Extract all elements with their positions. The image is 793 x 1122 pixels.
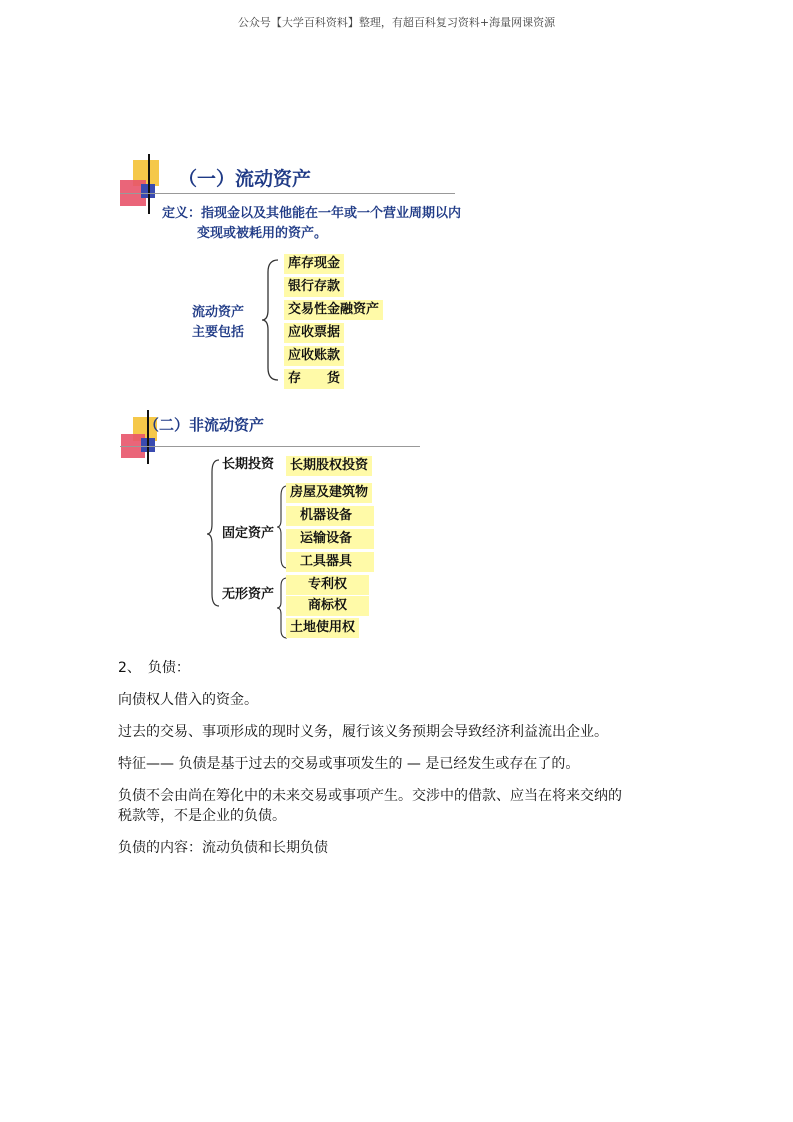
asset-item: 商标权 — [286, 596, 369, 616]
paragraph: 税款等，不是企业的负债。 — [118, 808, 286, 824]
paragraph: 负债的内容：流动负债和长期负债 — [118, 840, 328, 856]
asset-item: 土地使用权 — [286, 618, 359, 638]
asset-item: 房屋及建筑物 — [286, 483, 372, 503]
paragraph: 特征—— 负债是基于过去的交易或事项发生的 — 是已经发生或存在了的。 — [118, 756, 580, 772]
asset-item: 长期股权投资 — [286, 456, 372, 476]
definition-line-1: 定义：指现金以及其他能在一年或一个营业周期以内 — [162, 206, 462, 221]
brace-icon — [260, 258, 280, 383]
asset-item: 交易性金融资产 — [284, 300, 383, 320]
asset-item: 机器设备 — [286, 506, 374, 526]
asset-item: 应收账款 — [284, 346, 344, 366]
brace-icon — [206, 458, 220, 608]
group-label-line-1: 流动资产 — [192, 305, 245, 320]
paragraph: 负债不会由尚在筹化中的未来交易或事项产生。交涉中的借款、应当在将来交纳的 — [118, 788, 622, 804]
asset-item: 库存现金 — [284, 254, 344, 274]
decor-horizontal-line — [120, 446, 420, 447]
slide-title: （一）流动资产 — [178, 168, 312, 190]
asset-item: 应收票据 — [284, 323, 344, 343]
asset-item: 专利权 — [286, 575, 369, 595]
group-label-long-term-investment: 长期投资 — [222, 457, 275, 472]
asset-item: 存 货 — [284, 369, 344, 389]
group-label-fixed-assets: 固定资产 — [222, 526, 275, 541]
section-heading: 2、 负债： — [118, 660, 190, 676]
asset-item: 工具器具 — [286, 552, 374, 572]
paragraph: 过去的交易、事项形成的现时义务，履行该义务预期会导致经济利益流出企业。 — [118, 724, 608, 740]
group-label-line-2: 主要包括 — [192, 325, 245, 340]
asset-item: 运输设备 — [286, 529, 374, 549]
decor-vertical-line — [148, 154, 150, 214]
asset-item: 银行存款 — [284, 277, 344, 297]
group-label-intangible-assets: 无形资产 — [222, 587, 275, 602]
slide-title: （二）非流动资产 — [144, 416, 265, 434]
definition-line-2: 变现或被耗用的资产。 — [197, 226, 328, 241]
paragraph: 向债权人借入的资金。 — [118, 692, 258, 708]
decor-horizontal-line — [120, 193, 455, 194]
page-header: 公众号【大学百科资料】整理，有超百科复习资料+海量网课资源 — [237, 16, 556, 29]
